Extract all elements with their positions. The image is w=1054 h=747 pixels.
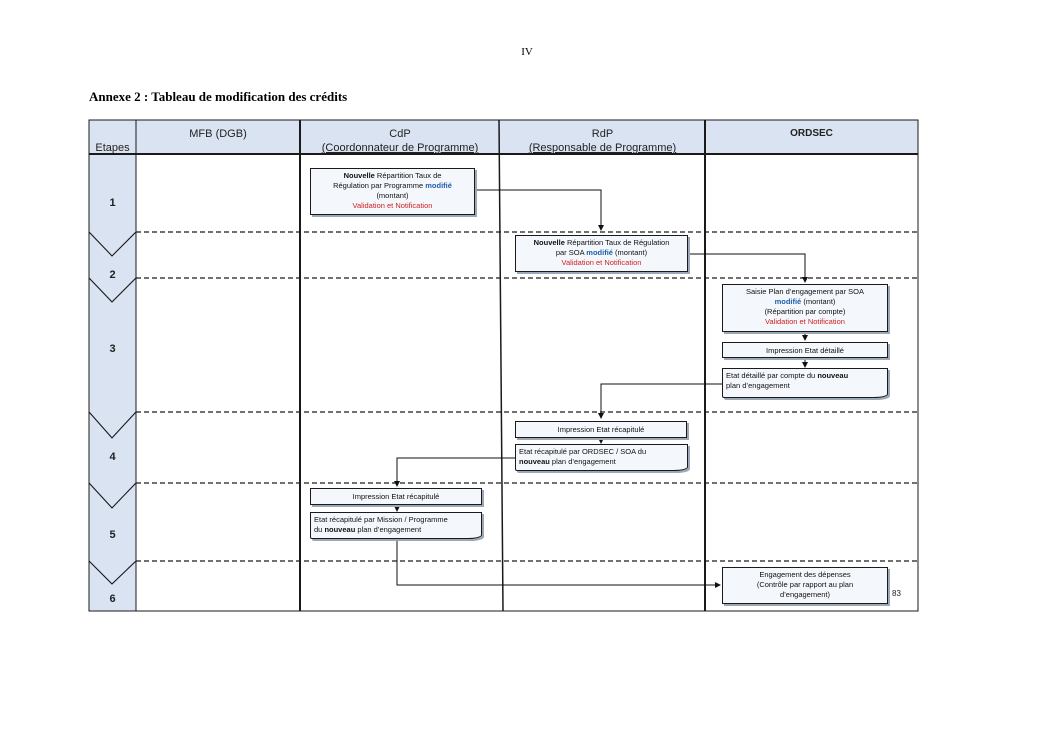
box-text: Répartition Taux de <box>374 171 442 180</box>
annex-title: Annexe 2 : Tableau de modification des crédits <box>89 89 348 104</box>
box-text: Impression Etat détaillé <box>766 346 844 355</box>
box-text-bold: nouveau <box>324 525 356 534</box>
header-mfb-sub: (DGB) <box>215 128 247 140</box>
step-number: 4 <box>109 451 116 463</box>
box-text: (Contrôle par rapport au plan <box>756 580 854 589</box>
header-rdp-name: RdP <box>591 128 614 140</box>
box-text-blue: modifié <box>774 297 802 306</box>
validation-label: Validation et Notification <box>561 258 642 267</box>
header-mfb-name: MFB <box>189 128 213 140</box>
header-cdp-sub: (Coordonnateur de Programme) <box>321 142 479 154</box>
box-impression-etat-detaille <box>722 342 888 358</box>
box-repartition-soa <box>515 235 688 272</box>
box-etat-recapitule-ordsec-document <box>515 444 688 471</box>
box-text: Etat détaillé par compte du <box>726 371 818 380</box>
header-cdp-name: CdP <box>389 128 411 140</box>
box-text-bold: nouveau <box>519 457 550 466</box>
box-text: plan d’engagement <box>549 457 616 466</box>
box-text: Régulation par Programme <box>333 181 426 190</box>
validation-label: Validation et Notification <box>765 317 845 326</box>
box-text-bold: Nouvelle <box>343 171 375 180</box>
box-impression-etat-recapitule-rdp <box>515 421 687 438</box>
step-number: 2 <box>109 269 116 281</box>
box-etat-recapitule-mission-document <box>310 512 482 539</box>
box-text: Répartition Taux de Régulation <box>564 238 670 247</box>
box-text: Saisie Plan d’engagement par SOA <box>746 287 864 296</box>
step-number: 5 <box>109 529 116 541</box>
box-etat-detaille-document <box>722 368 888 398</box>
step-number: 1 <box>109 197 116 209</box>
box-text-blue: modifié <box>586 248 613 257</box>
header-rdp <box>500 127 705 155</box>
box-text: Engagement des dépenses <box>759 570 851 579</box>
box-engagement-depenses <box>722 567 888 604</box>
step-number: 6 <box>109 593 116 605</box>
box-text: Etat récapitulé par Mission / Programme <box>314 515 448 524</box>
etapes-lane <box>89 154 136 611</box>
box-text: plan d’engagement <box>726 381 790 390</box>
box-text: Etat récapitulé par ORDSEC / SOA du <box>519 447 647 456</box>
header-etapes: Etapes <box>95 142 130 154</box>
box-text: Impression Etat récapitulé <box>352 492 440 501</box>
corner-page-number: 83 <box>892 589 901 598</box>
box-repartition-programme <box>310 168 475 215</box>
page-number: IV <box>521 46 533 58</box>
box-text: (montant) <box>801 297 836 306</box>
box-text: (Répartition par compte) <box>764 307 846 316</box>
header-rdp-sub: (Responsable de Programme) <box>528 142 677 154</box>
table-border <box>89 120 918 611</box>
box-text: d’engagement) <box>779 590 831 599</box>
box-text: du <box>314 525 325 534</box>
column-lines <box>89 120 918 611</box>
box-text: (montant) <box>612 248 648 257</box>
validation-label: Validation et Notification <box>352 201 433 210</box>
box-impression-etat-recapitule-cdp <box>310 488 482 505</box>
header-ordsec: ORDSEC <box>790 128 833 139</box>
box-text-bold: Nouvelle <box>533 238 565 247</box>
box-text-bold: nouveau <box>817 371 849 380</box>
box-saisie-plan <box>722 284 888 332</box>
box-text-blue: modifié <box>425 181 452 190</box>
box-text: Impression Etat récapitulé <box>557 425 645 434</box>
box-text: plan d’engagement <box>355 525 422 534</box>
box-text: par SOA <box>555 248 587 257</box>
header-cdp <box>300 127 500 155</box>
step-number: 3 <box>109 343 116 355</box>
box-text: (montant) <box>376 191 409 200</box>
header-mfb <box>136 127 300 141</box>
